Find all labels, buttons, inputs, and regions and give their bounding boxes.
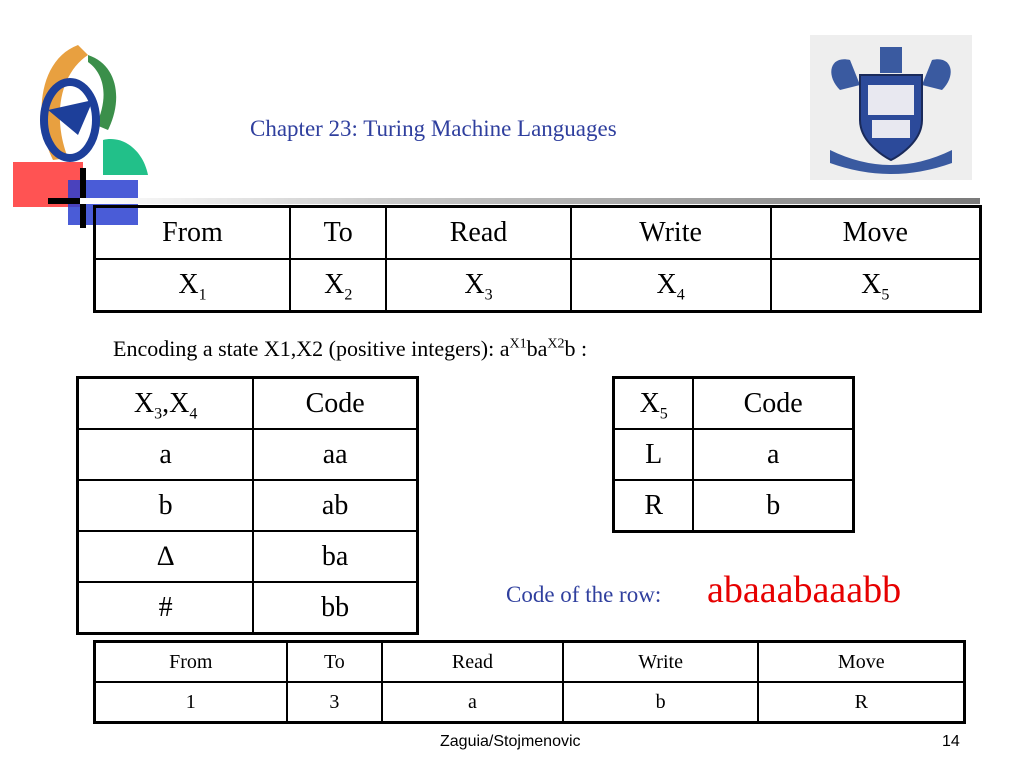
- cell-move: R: [758, 682, 964, 723]
- header-from: From: [95, 642, 287, 683]
- cell-code: a: [693, 429, 853, 480]
- cell-read: $X_3$: [386, 259, 570, 312]
- header-move: Move: [771, 207, 981, 260]
- table-header-row: [95, 642, 965, 683]
- symbol-code-table: [76, 376, 419, 635]
- row-code-label: Code of the row:: [506, 582, 662, 607]
- encoding-description: Encoding a state X1,X2 (positive integers): $a^{X1}ba^{X2}b$ :: [113, 336, 588, 361]
- table-header-row: [614, 378, 854, 430]
- table-header-row: [78, 378, 418, 430]
- cell-move-symbol: R: [614, 480, 694, 532]
- table-row: [95, 259, 981, 312]
- cell-from: 1: [95, 682, 287, 723]
- table-row: [78, 531, 418, 582]
- header-move: Move: [758, 642, 964, 683]
- cell-to: 3: [287, 682, 383, 723]
- cell-symbol: ∆: [78, 531, 254, 582]
- row-code-value: abaaabaaabb: [707, 569, 902, 611]
- slide-title: Chapter 23: Turing Machine Languages: [250, 116, 617, 141]
- header-move-symbol: $X_5$: [614, 378, 694, 430]
- cell-code: bb: [253, 582, 417, 634]
- transition-format-table: [93, 205, 982, 313]
- table-header-row: [95, 207, 981, 260]
- footer-authors: Zaguia/Stojmenovic: [440, 733, 581, 750]
- header-write: Write: [571, 207, 771, 260]
- cell-write: b: [563, 682, 759, 723]
- header-symbol: $X_3,X_4$: [78, 378, 254, 430]
- university-crest-image: [810, 35, 972, 180]
- header-code: Code: [693, 378, 853, 430]
- header-read: Read: [382, 642, 563, 683]
- cell-symbol: #: [78, 582, 254, 634]
- header-code: Code: [253, 378, 417, 430]
- cell-move-symbol: L: [614, 429, 694, 480]
- header-to: To: [290, 207, 386, 260]
- header-to: To: [287, 642, 383, 683]
- table-row: [78, 480, 418, 531]
- table-row: [95, 682, 965, 723]
- cell-to: $X_2$: [290, 259, 386, 312]
- cell-read: a: [382, 682, 563, 723]
- cell-write: $X_4$: [571, 259, 771, 312]
- page-number: 14: [942, 733, 960, 750]
- title-divider: [80, 198, 980, 204]
- cell-code: aa: [253, 429, 417, 480]
- move-code-table: [612, 376, 855, 533]
- table-row: [614, 429, 854, 480]
- table-row: [78, 429, 418, 480]
- cell-from: $X_1$: [95, 259, 291, 312]
- example-transition-table: [93, 640, 966, 724]
- header-from: From: [95, 207, 291, 260]
- cell-symbol: a: [78, 429, 254, 480]
- cell-code: b: [693, 480, 853, 532]
- cell-code: ab: [253, 480, 417, 531]
- cell-code: ba: [253, 531, 417, 582]
- header-write: Write: [563, 642, 759, 683]
- cell-move: $X_5$: [771, 259, 981, 312]
- cell-symbol: b: [78, 480, 254, 531]
- table-row: [614, 480, 854, 532]
- table-row: [78, 582, 418, 634]
- header-read: Read: [386, 207, 570, 260]
